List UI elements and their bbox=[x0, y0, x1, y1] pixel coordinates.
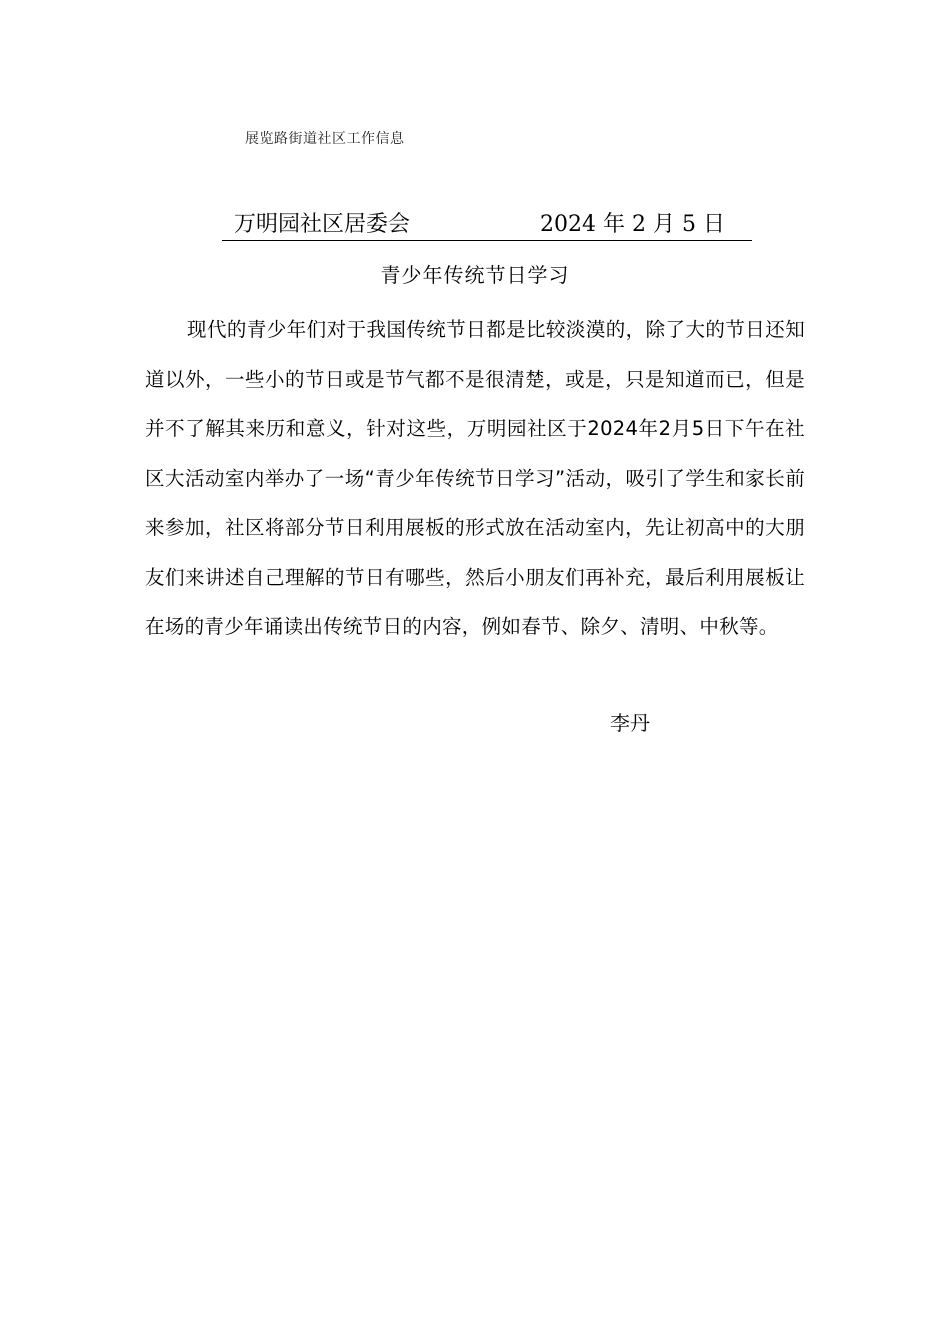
organization-name: 万明园社区居委会 bbox=[234, 212, 411, 237]
article-title: 青少年传统节日学习 bbox=[380, 263, 570, 287]
masthead bbox=[222, 210, 752, 241]
author-signature: 李丹 bbox=[610, 711, 650, 735]
article-body: 现代的青少年们对于我国传统节日都是比较淡漠的，除了大的节日还知道以外，一些小的节日或是节气都不是很清楚，或是，只是知道而已，但是并不了解其来历和意义，针对这些，万明园社区于2024年2月5日下午在社区大活动室内举办了一场“青少年传统节日学习”活动，吸引了学生和家长前来参加，社区将部分节日利用展板的形式放在活动室内，先让初高中的大朋友们来讲述自己理解的节日有哪些，然后小朋友们再补充，最后利用展板让在场的青少年诵读出传统节日的内容，例如春节、除夕、清明、中秋等。 bbox=[145, 318, 805, 638]
header-note: 展览路街道社区工作信息 bbox=[245, 131, 405, 147]
issue-date: 2024 年 2 月 5 日 bbox=[540, 212, 725, 237]
